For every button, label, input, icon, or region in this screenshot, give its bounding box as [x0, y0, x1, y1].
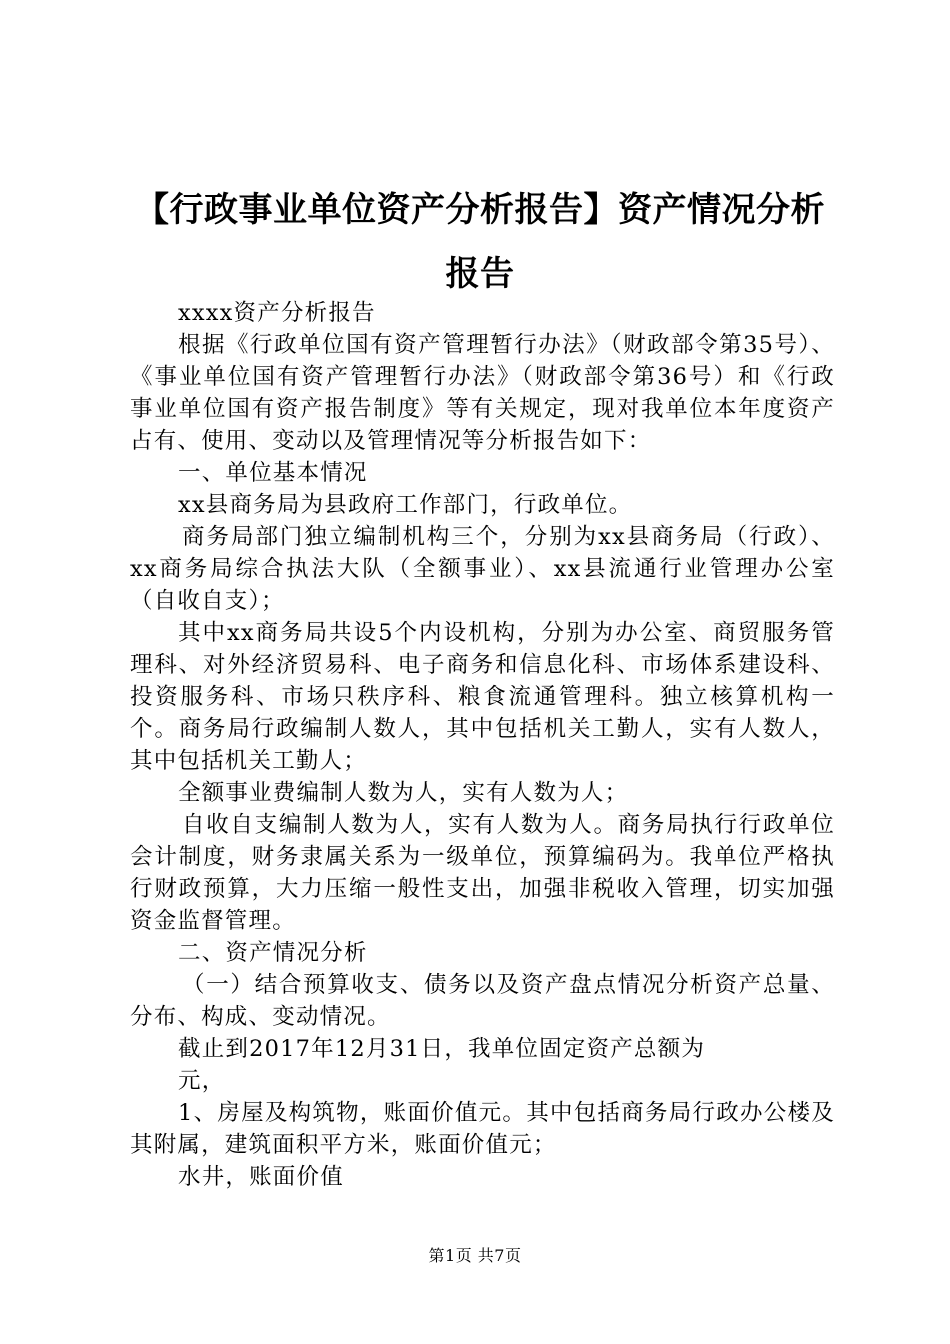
subsection-heading-1: （一）结合预算收支、债务以及资产盘点情况分析资产总量、分布、构成、变动情况。 — [130, 972, 835, 1030]
section-heading-basic-info: 一、单位基本情况 — [178, 460, 368, 486]
document-body — [130, 297, 835, 1193]
document-title: 【行政事业单位资产分析报告】资产情况分析报告 — [135, 190, 825, 294]
paragraph-internal-departments: 其中xx商务局共设5个内设机构，分别为办公室、商贸服务管理科、对外经济贸易科、电子商务和信息化科、市场体系建设科、投资服务科、市场只秩序科、粮食流通管理科。独立核算机构一个。商务局行政编制人数人，其中包括机关工勤人，实有人数人，其中包括机关工勤人； — [130, 620, 835, 774]
paragraph-currency-unit: 元， — [178, 1068, 226, 1094]
paragraph-intro: 根据《行政单位国有资产管理暂行办法》（财政部令第35号）、《事业单位国有资产管理暂行办法》（财政部令第36号）和《行政事业单位国有资产报告制度》等有关规定，现对我单位本年度资产占有、使用、变动以及管理情况等分析报告如下： — [130, 332, 835, 454]
paragraph-buildings: 1、房屋及构筑物，账面价值元。其中包括商务局行政办公楼及其附属，建筑面积平方米，账面价值元； — [130, 1100, 835, 1158]
paragraph-organization: 商务局部门独立编制机构三个，分别为xx县商务局（行政）、xx商务局综合执法大队（全额事业）、xx县流通行业管理办公室（自收自支）； — [130, 524, 835, 614]
section-heading-asset-analysis: 二、资产情况分析 — [178, 940, 368, 966]
paragraph-well: 水井，账面价值 — [178, 1164, 344, 1190]
paragraph-unit-description: xx县商务局为县政府工作部门，行政单位。 — [178, 492, 633, 518]
paragraph-self-funded-staff: 自收自支编制人数为人，实有人数为人。商务局执行行政单位会计制度，财务隶属关系为一级单位，预算编码为。我单位严格执行财政预算，大力压缩一般性支出，加强非税收入管理，切实加强资金监督管理。 — [130, 812, 835, 934]
page-footer: 第1页 共7页 — [428, 1246, 522, 1265]
paragraph-report-heading: xxxx资产分析报告 — [178, 300, 376, 326]
paragraph-fixed-assets-total: 截止到2017年12月31日，我单位固定资产总额为 — [178, 1036, 706, 1062]
paragraph-full-funded-staff: 全额事业费编制人数为人，实有人数为人； — [178, 780, 629, 806]
